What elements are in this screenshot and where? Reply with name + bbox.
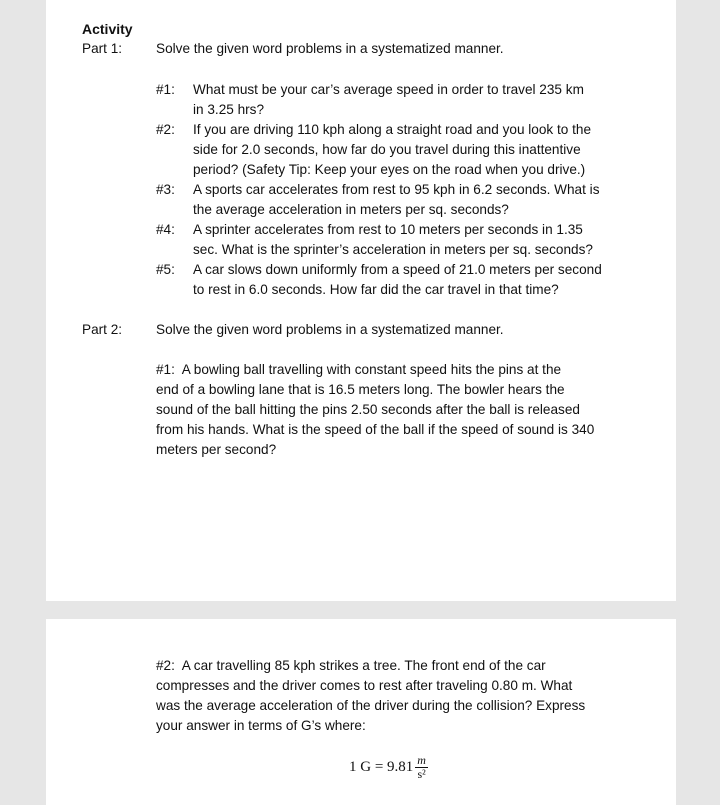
part2-problem2 [156,656,636,736]
part1-instruction: Solve the given word problems in a systematized manner. [156,41,504,56]
part2-problem1-line4: from his hands. What is the speed of the ball if the speed of sound is 340 [156,422,595,437]
g-formula-denominator: s² [417,767,426,781]
part1-problem1-line2: in 3.25 hrs? [193,102,265,117]
part1-problem5-line2: to rest in 6.0 seconds. How far did the car travel in that time? [193,282,559,297]
g-formula [349,754,428,781]
part2-problem1-line1 [156,360,636,380]
part2-problem1-line2: end of a bowling lane that is 16.5 meters long. The bowler hears the [156,382,565,397]
part1-problem4-number: #4: [156,222,175,237]
part1-problem5-number: #5: [156,262,175,277]
part2-problem1 [156,360,636,460]
part1-problem1-number: #1: [156,82,175,97]
part1-problem4-line1: A sprinter accelerates from rest to 10 meters per seconds in 1.35 [193,222,583,237]
part2-problem2-line1 [156,656,636,676]
part2-label: Part 2: [82,322,123,337]
part2-problem2-number: #2: [156,658,175,673]
part2-problem1-number: #1: [156,362,175,377]
part1-problem2-number: #2: [156,122,175,137]
part2-problem2-line2: compresses and the driver comes to rest after traveling 0.80 m. What [156,678,573,693]
part1-problem2-line3: period? (Safety Tip: Keep your eyes on the road when you drive.) [193,162,586,177]
document-page-1 [46,0,676,601]
part2-problem2-line1-text: A car travelling 85 kph strikes a tree. The front end of the car [181,658,546,673]
document-page-2 [46,619,676,805]
part1-problem1-line1: What must be your car’s average speed in order to travel 235 km [193,82,584,97]
part1-problem3-number: #3: [156,182,175,197]
g-formula-fraction [415,754,428,781]
part1-problem3-line2: the average acceleration in meters per sq. seconds? [193,202,509,217]
part2-problem1-line1-text: A bowling ball travelling with constant speed hits the pins at the [181,362,562,377]
part1-problem5-line1: A car slows down uniformly from a speed of 21.0 meters per second [193,262,602,277]
part1-label: Part 1: [82,41,123,56]
part2-problem2-line4: your answer in terms of G’s where: [156,718,366,733]
part2-instruction: Solve the given word problems in a systematized manner. [156,322,504,337]
part2-problem2-line3: was the average acceleration of the driver during the collision? Express [156,698,586,713]
part1-problem2-line2: side for 2.0 seconds, how far do you travel during this inattentive [193,142,581,157]
part2-problem1-line3: sound of the ball hitting the pins 2.50 seconds after the ball is released [156,402,580,417]
g-formula-lhs: 1 G = 9.81 [349,759,414,775]
part1-problem4-line2: sec. What is the sprinter’s acceleration in meters per sq. seconds? [193,242,593,257]
g-formula-numerator: m [417,753,426,767]
activity-title: Activity [82,21,133,37]
part1-problem3-line1: A sports car accelerates from rest to 95 kph in 6.2 seconds. What is [193,182,600,197]
part2-problem1-line5: meters per second? [156,442,277,457]
part1-problem2-line1: If you are driving 110 kph along a straight road and you look to the [193,122,592,137]
